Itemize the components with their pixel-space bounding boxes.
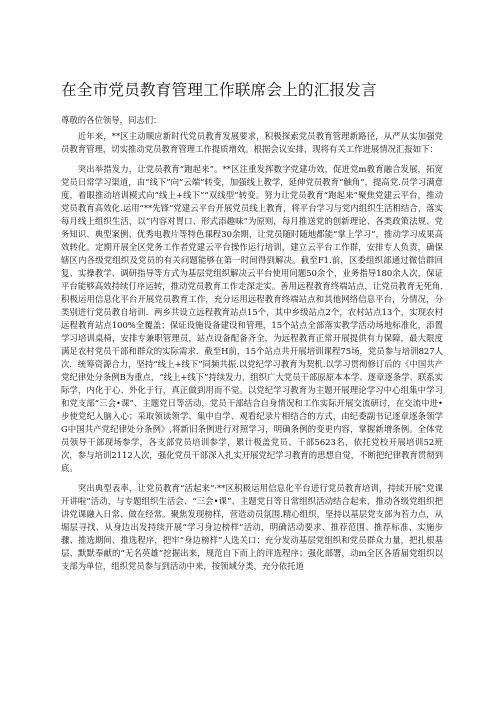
paragraph-section-1: 突出举措发力，让党员教育“跑起来”。**区注重发挥数字党建功效，促进党m教育融合发展，拓宽党员日常学习渠道，由“线下”向“云端”转变，加强线上教学，延伸党员教育“触角”，提高党.员学习满意度，着眼推动培训模式向“线上+线下”“双线型”转变。努力让党员教育“跑起来”聚焦党建云平台，推动党员教育高效化.运用“**先锋”党建云平台开展党员线上教育，将平台学习与党内组织生活相结合，落实每月线上组织生活，以“内容对胃口、形式添趣味”为原则，每月推送党的创新理论、各类政策法规、党务知识、典型案例、优秀电教片等特色课程30余期，让党员随时随地都能“掌上学习”，推动学习成果高效转化。定期开展全区党务工作者党建云平台操作运行培训，建立云平台工作群，安排专人负责，确保辖区内各级党组织及党员的有关问题能够在第一时间得到解决。截至F1.前，区委组织部通过微信群回复、实操教学、调研指导等方式为基层党组织解决云平台使用问题50余个，业务指导180余人次，保证平台能够高效持续仃序运转，推动党员教育工作走深走实。善用远程教育终端站点，让党员教育无死角.积极运用信息化平台开展党员教育工作，充分运用远程教育终端站点和其他网络信息平台，分情况，分类别进行党员教自培训．两乡共设立远程教育站点15个，其中乡级站点2个，农村站点13个，实现农村远程教育站点100%全覆盖；保证设施设备建设和管理，15个站点全部落实教学活动场地标准化，添置学习培训桌椅，安排专兼职管理员，站点设备配备齐全，为远程教育正常开展提供有力保障，最大限度满足农村党员干部和群众的实际需求．截至H前，15个站点共开展培训课程75场，党员参与培训827人次．统筹资源合力，坚持“线上+线下”同频共振.以党纪学习教育为契机.以学习贯彻修订后的《中国共产党纪律处分条例B为重点，“线上+线下”持续发力，组织广大党员干部原原本本学、逐章逐条学、联系实际学，内化于心、外化于行，真正做到用而不觉。以党纪学习教育为主题开展理论学习中心组集中学习和党支部“三会•课”、主题党日等活动，党员干部结合自身情况和工作实际开展交流研讨，在交流中进•步使党纪入脑入心；采取领读领学、集中自学、观看纪录片相结合的方式，由纪委副书记逐章逐条领学G中国共产党纪律处分条例》,将新旧条例进行对照学习，明确条例的变更内容，掌握新增条例。全体党员领导干部现场参学，各支部党员培训参学，累计极盖党员、干部5623名，依托党校开展培训52班次，参与培训2112人次，强化党员干部深入扎实开展党纪学习教育的思想自觉，不断把纪律教育贯彻到底。	[61, 164, 443, 473]
greeting: 尊敬的各位领导，同志们：	[61, 115, 162, 125]
paragraph-intro: 近年来，**区主动顺应新时代党员教育发展要求，积极探索党员教育管理新路径，从严从实加强党员教育管理，切实推动党员教育管理工作提质增效。根据会议安排，现将有关工作进展情况汇报如下：	[61, 131, 443, 154]
page-title: 在全市党员教育管理工作联席会上的汇报发言	[61, 81, 377, 99]
paragraph-section-2: 突出典型表率，让党员教育“活起来”·**区积极运用信息化平台进行党员教育培训，持续开展“党课开讲啦”活动，与专题组织生活会、“三会•课”、主题党日等日常组织活动结合起来，推动各级党组织把讲党课融入日常、做在经常。聚焦发现榜样，营造动员氛围.精心组织，坚持以基层党支部为若力点，从堀层寻找、从身边出发持续开展“学习身边榜样”活动，明确活动要求、推荐范围、推荐标准、实施步骤、推选期间、推选程序，把牢“身边榜样”人选关口；充分发动基层党组织和党员群众力量，把扎根基层、默默奉献的“无名英雄”挖掘出来，规范自下而上的评选程序；强化部署，动m全区各盾届党组织以支部为单位，组织党员参与到活动中来，按领域分类，充分依托道	[61, 483, 443, 571]
